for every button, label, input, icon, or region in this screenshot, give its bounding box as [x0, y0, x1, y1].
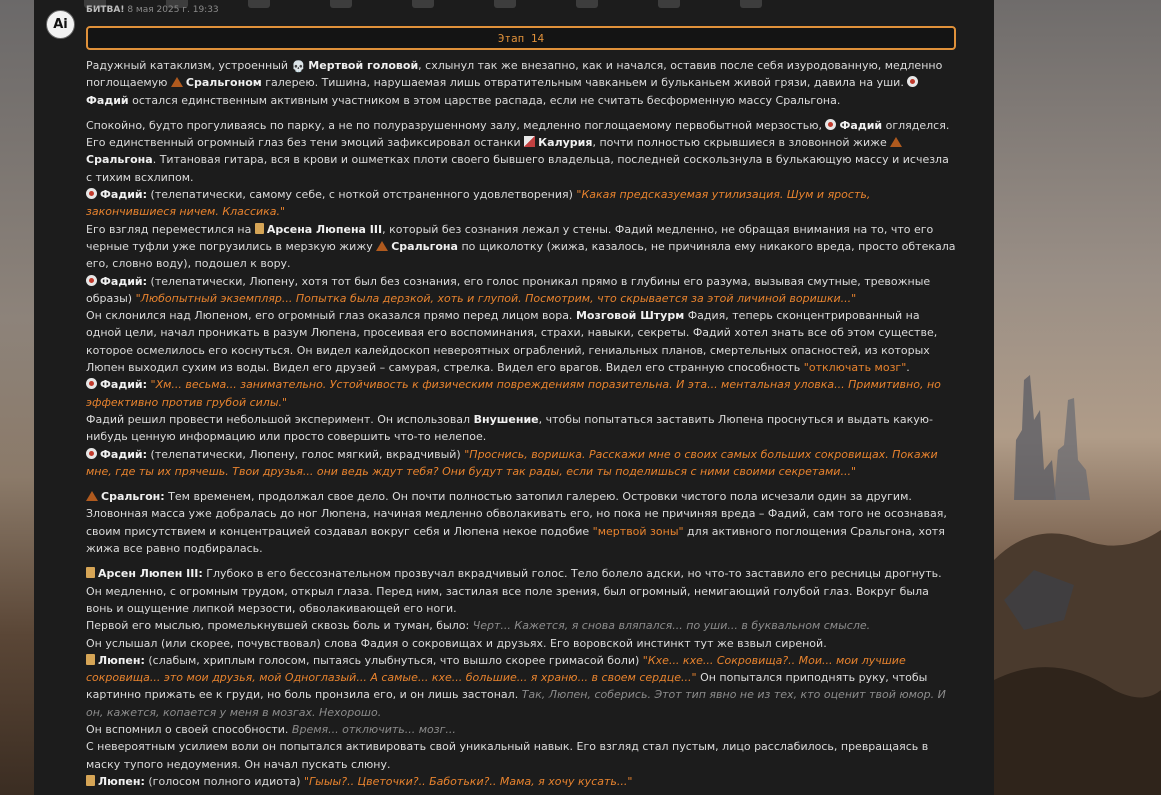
font-icon[interactable]: [248, 0, 270, 8]
note-icon[interactable]: [330, 0, 352, 8]
eye-icon: [907, 76, 918, 87]
paragraph: Фадий решил провести небольшой эксперимент. Он использовал Внушение, чтобы попытаться заставить Люпена проснуться и выдать какую-нибудь ценную информацию или просто совершить что-то нелепое.: [86, 412, 933, 444]
lupin-icon: [86, 567, 95, 578]
smile-icon[interactable]: [658, 0, 680, 8]
card-icon[interactable]: [740, 0, 762, 8]
paragraph: Сральгон: Тем временем, продолжал свое дело. Он почти полностью затопил галерею. Островки чистого пола исчезали один за другим. Зловонная масса уже добралась до ног Люпена, начиная медленно обволакивать его, но пока не причиняя вреда – Фадий, сам того не осознавая, своим присутствием и концентрацией создавал вокруг себя и Люпена некое подобие "мертвой зоны" для активного поглощения Сральгона, хотя жижа все равно подбиралась.: [86, 490, 947, 556]
paragraph: Он услышал (или скорее, почувствовал) слова Фадия о сокровищах и друзьях. Его воровской инстинкт тут же взвыл сиреной.: [86, 636, 827, 650]
top-toolbar: [34, 0, 994, 14]
paragraph: Люпен: (голосом полного идиота) "Гыыы?.. Цветочки?.. Баботьки?.. Мама, я хочу кусать...": [86, 773, 958, 790]
eye-icon: [86, 275, 97, 286]
background-right: [994, 0, 1161, 795]
post-author[interactable]: БИТВА!: [86, 5, 125, 14]
paragraph: Фадий: (телепатически, Люпену, голос мягкий, вкрадчивый) "Проснись, воришка. Расскажи мне о своих самых больших сокровищах. Покажи мне, где ты их прячешь. Твои друзья... они ведь ждут тебя? Они будут так рады, если ты поделишься с ними своими секретами...": [86, 447, 938, 478]
background-left: [0, 0, 34, 795]
paragraph: Спокойно, будто прогуливаясь по парку, а не по полуразрушенному залу, медленно поглощаемому первобытной мерзостью, Фадий огляделся. Его единственный огромный глаз без тени эмоций зафиксировал останки Калурия, почти полностью скрывшиеся в зловонной жиже Сральгона. Титановая гитара, вся в крови и ошметках плоти своего бывшего владельца, последней соскользнула в булькающую массу и исчезла с тихим всхлипом.: [86, 118, 950, 184]
gear-icon[interactable]: [412, 0, 434, 8]
paragraph: С невероятным усилием воли он попытался активировать свой уникальный навык. Его взгляд стал пустым, лицо расслабилось, превращаясь в маску тупого недоумения. Он начал пускать слюну.: [86, 740, 929, 771]
paragraph: Фадий: "Хм... весьма... занимательно. Устойчивость к физическим повреждениям поразительна. И эта... ментальная уловка... Примитивно, но эффективно против грубой силы.": [86, 378, 941, 409]
paragraph: Фадий: (телепатически, Люпену, хотя тот был без сознания, его голос проникал прямо в глубины его разума, вызывая смутные, тревожные образы) "Любопытный экземпляр... Попытка была дерзкой, хоть и глупой. Посмотрим, что скрывается за этой личиной воришки...": [86, 274, 931, 305]
post-meta: [86, 5, 219, 14]
mud-icon: [376, 241, 388, 251]
post-panel: [34, 0, 994, 795]
skull-icon: 💀: [291, 60, 306, 73]
paragraph: Он вспомнил о своей способности. Время... отключить... мозг...: [86, 722, 456, 736]
avatar[interactable]: Ai: [46, 10, 75, 39]
paragraph: Первой его мыслью, промелькнувшей сквозь боль и туман, было: Черт... Кажется, я снова вляпался... по уши... в буквальном смысле.: [86, 619, 871, 633]
dice-icon[interactable]: [576, 0, 598, 8]
mud-icon: [890, 137, 902, 147]
eye-icon: [86, 378, 97, 389]
paragraph: Люпен: (слабым, хриплым голосом, пытаясь улыбнуться, что вышло скорее гримасой боли) "Кхе... кхе... Сокровища?.. Мои... мои лучшие сокровища... это мои друзья, мой Одноглазый... А самые... кхе... большие... я храню... в своем сердце..." Он попытался приподнять руку, чтобы картинно прижать ее к груди, но боль пронзила его, и он лишь застонал. Так, Люпен, соберись. Этот тип явно не из тех, кто оценит твой юмор. И он, кажется, копается у меня в мозгах. Нехорошо.: [86, 653, 946, 719]
image-icon[interactable]: [494, 0, 516, 8]
lupin-icon: [86, 654, 95, 665]
eye-icon: [86, 448, 97, 459]
paragraph: Арсен Люпен III: Глубоко в его бессознательном прозвучал вкрадчивый голос. Тело болело адски, но что-то заставило его ресницы дрогнуть. Он медленно, с огромным трудом, открыл глаза. Перед ним, застилая все поле зрения, был огромный, немигающий голубой глаз. Вокруг была вонь и ощущение липкой мерзости, обволакивающей его ноги.: [86, 567, 942, 615]
paragraph: Он склонился над Люпеном, его огромный глаз оказался прямо перед лицом вора. Мозговой Штурм Фадия, теперь сконцентрированный на одной цели, начал проникать в разум Люпена, просеивая его воспоминания, страхи, навыки, секреты. Фадий хотел знать все об этом существе, которое осмелилось его коснуться. Он видел калейдоскоп невероятных ограблений, гениальных планов, смертельных опасностей, из которых Люпен выходил сухим из воды. Видел его друзей – самурая, стрелка. Видел его врагов. Видел его странную способность "отключать мозг".: [86, 309, 938, 375]
post-date: 8 мая 2025 г. 19:33: [127, 5, 219, 14]
lupin-icon: [86, 775, 95, 786]
paragraph: Его взгляд переместился на Арсена Люпена III, который без сознания лежал у стены. Фадий медленно, не обращая внимания на то, что его черные туфли уже погрузились в мерзкую жижу Сральгона по щиколотку (жижа, казалось, не причиняла ему никакого вреда, просто обтекала его, словно воду), подошел к вору.: [86, 222, 956, 271]
mud-icon: [171, 77, 183, 87]
guitar-icon: [524, 136, 535, 147]
eye-icon: [86, 188, 97, 199]
mud-icon: [86, 491, 98, 501]
stage-title: Этап 14: [86, 26, 956, 50]
post-body: [86, 57, 958, 790]
paragraph: Радужный катаклизм, устроенный 💀 Мертвой головой, схлынул так же внезапно, как и начался, оставив после себя изуродованную, медленно поглощаемую Сральгоном галерею. Тишина, нарушаемая лишь отвратительным чавканьем и бульканьем живой грязи, давила на уши. Фадий остался единственным активным участником в этом царстве распада, если не считать бесформенную массу Сральгона.: [86, 59, 943, 107]
eye-icon: [825, 119, 836, 130]
lupin-icon: [255, 223, 264, 234]
paragraph: Фадий: (телепатически, самому себе, с ноткой отстраненного удовлетворения) "Какая предсказуемая утилизация. Шум и ярость, закончившиеся ничем. Классика.": [86, 188, 871, 219]
